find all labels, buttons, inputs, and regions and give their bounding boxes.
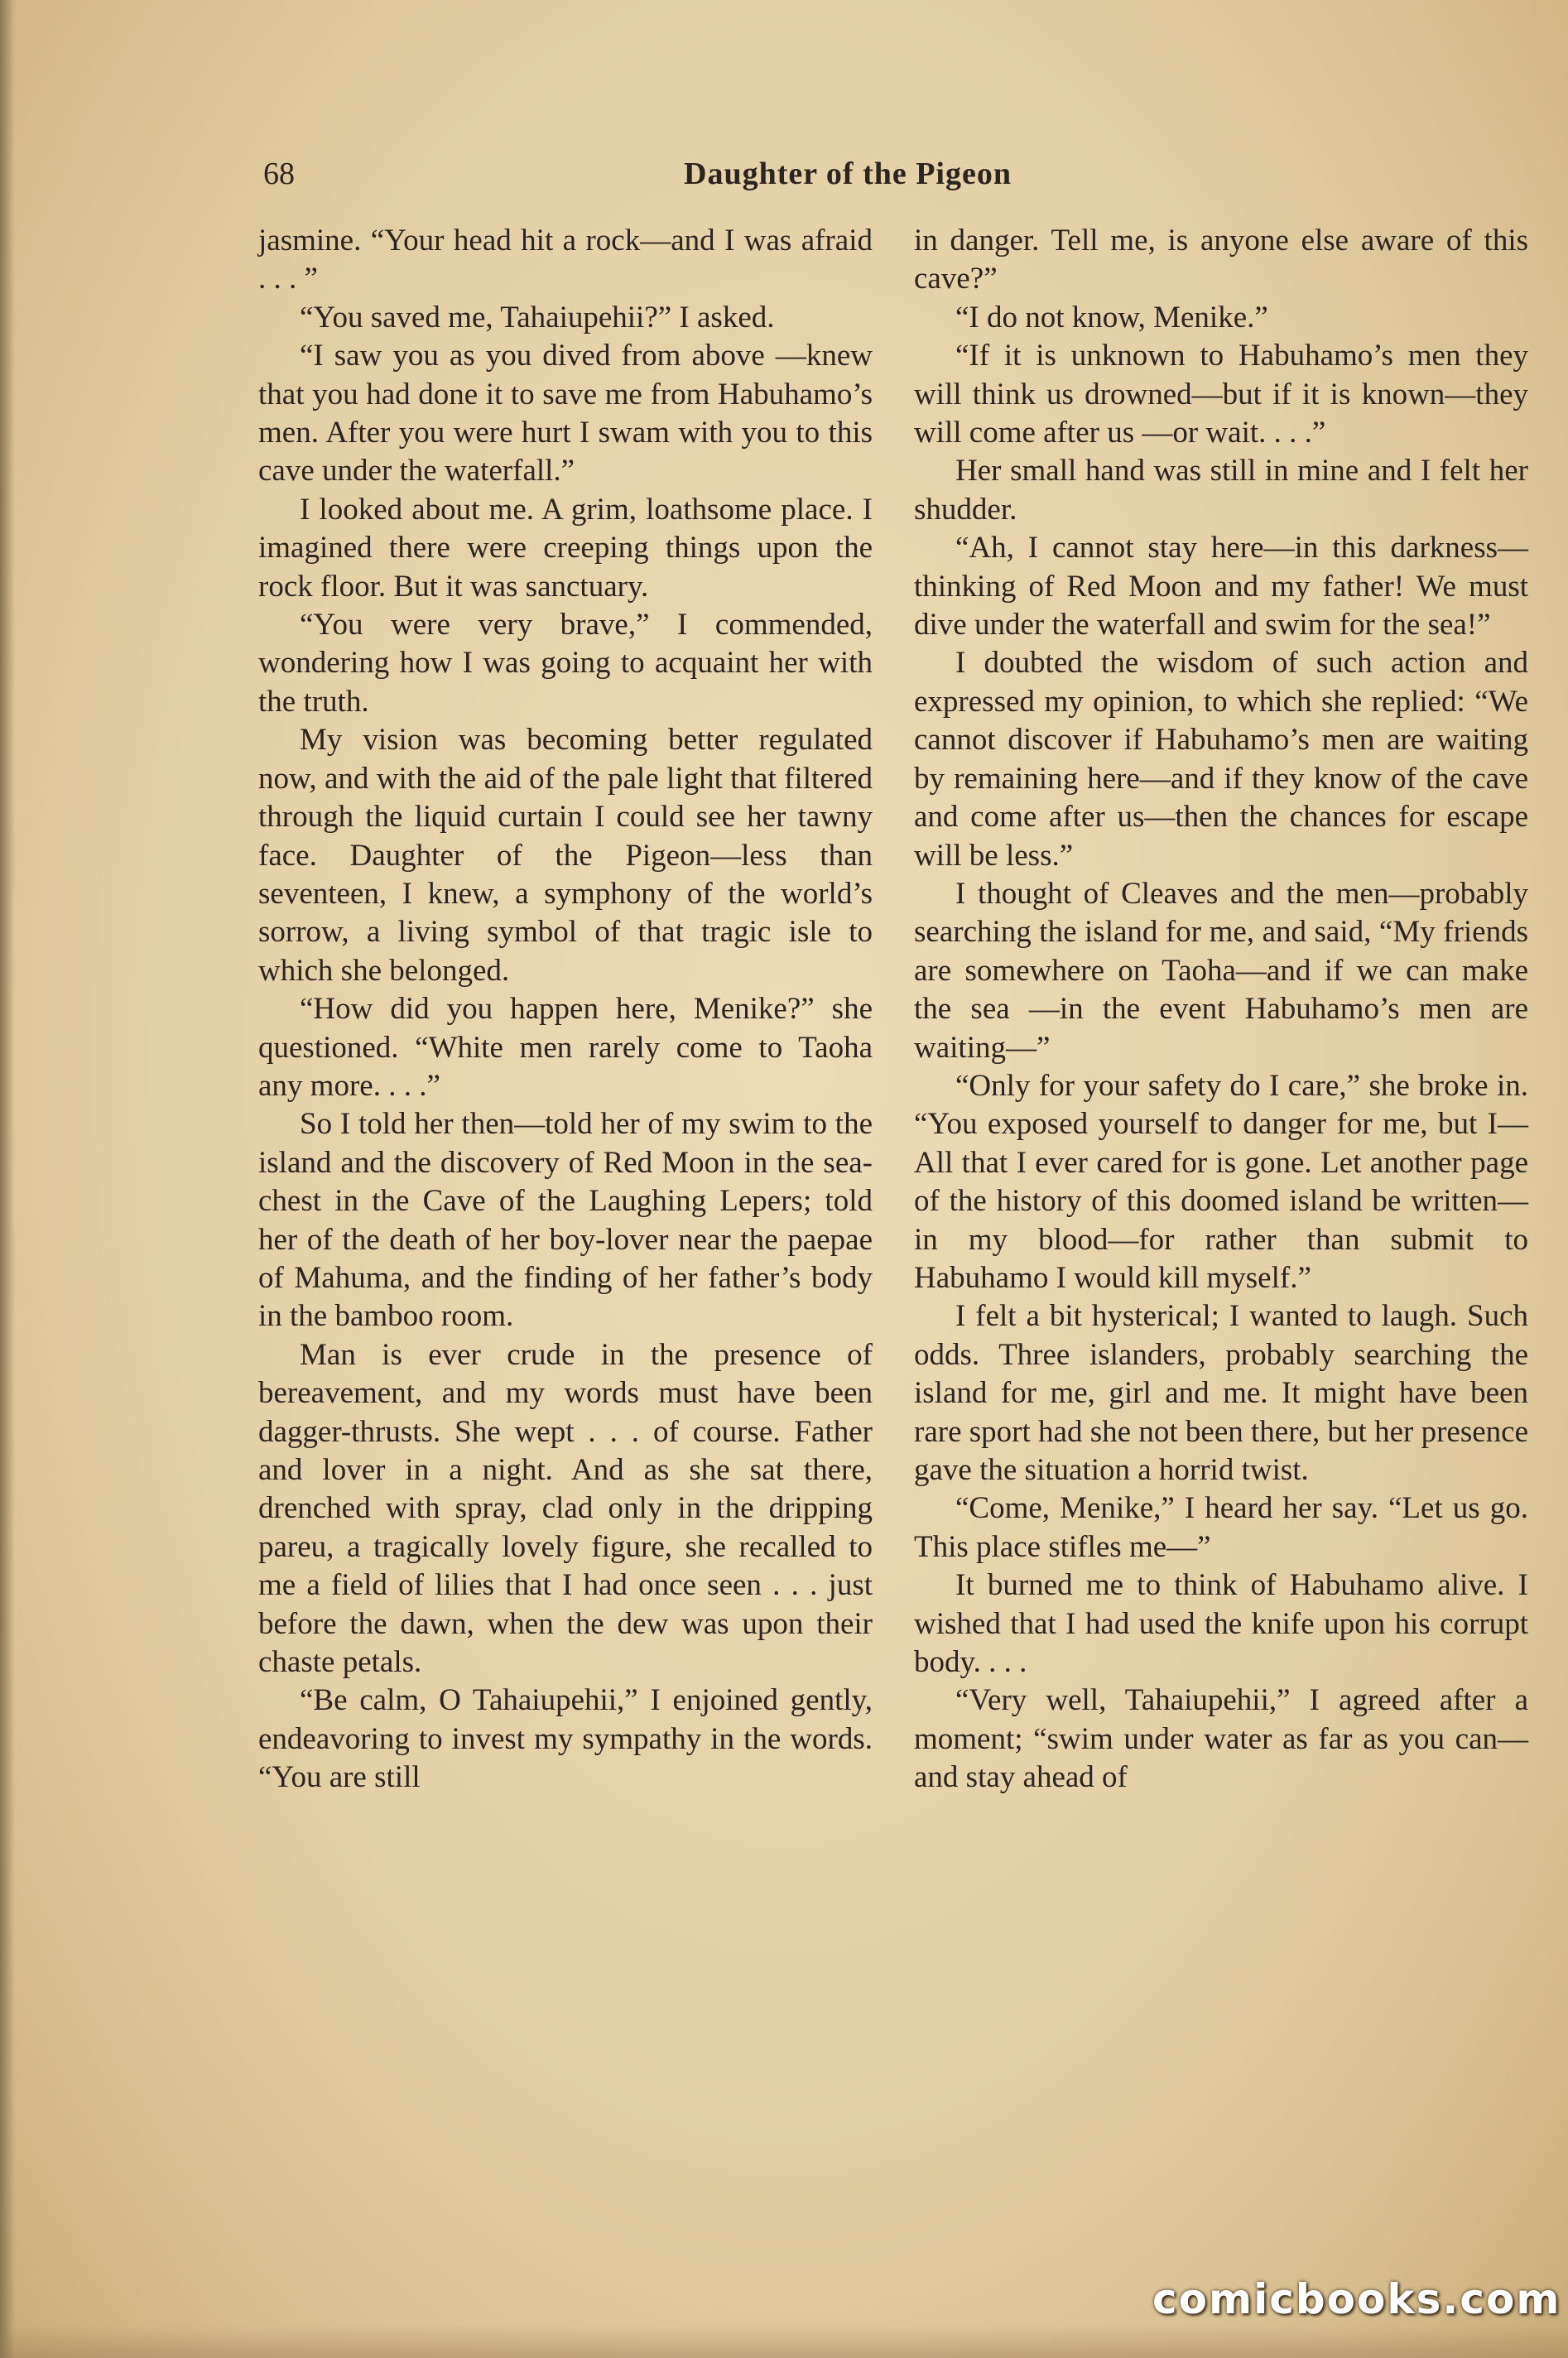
- left-column: [258, 222, 873, 1797]
- paragraph: “Be calm, O Tahaiupehii,” I enjoined gently, endeavoring to invest my sympathy in the words. “You are still: [258, 1683, 873, 1795]
- watermark: comicbooks.com: [1152, 2275, 1561, 2323]
- running-title: Daughter of the Pigeon: [684, 156, 1012, 191]
- paragraph: Man is ever crude in the presence of bereavement, and my words must have been dagger-thrusts. She wept . . . of course. Father and lover in a night. And as she sat there, drenched with spray, clad only in the dripping pareu, a tragically lovely figure, she recalled to me a field of lilies that I had once seen . . . just before the dawn, when the dew was upon their chaste petals.: [258, 1337, 873, 1680]
- paragraph: “Only for your safety do I care,” she broke in. “You exposed yourself to danger for me, but I— All that I ever cared for is gone. Let another page of the history of this doomed island be written—in my blood—for rather than submit to Habuhamo I would kill myself.”: [914, 1068, 1528, 1295]
- paragraph: Her small hand was still in mine and I felt her shudder.: [914, 454, 1528, 527]
- bottom-edge-shadow: [0, 2325, 1568, 2358]
- paragraph: I felt a bit hysterical; I wanted to laugh. Such odds. Three islanders, probably searching the island for me, girl and me. It might have been rare sport had she not been there, but her presence gave the situation a horrid twist.: [914, 1299, 1528, 1487]
- paragraph: jasmine. “Your head hit a rock—and I was afraid . . . ”: [258, 224, 873, 296]
- paragraph: My vision was becoming better regulated now, and with the aid of the pale light that filtered through the liquid curtain I could see her tawny face. Daughter of the Pigeon—less than seventeen, I knew, a symphony of the world’s sorrow, a living symbol of that tragic isle to which she belonged.: [258, 723, 873, 988]
- paragraph: in danger. Tell me, is anyone else aware of this cave?”: [914, 224, 1528, 296]
- paragraph: “You were very brave,” I commended, wondering how I was going to acquaint her with the truth.: [258, 608, 873, 719]
- paragraph: I looked about me. A grim, loathsome place. I imagined there were creeping things upon the rock floor. But it was sanctuary.: [258, 492, 873, 604]
- paragraph: “Ah, I cannot stay here—in this darkness—thinking of Red Moon and my father! We must dive under the waterfall and swim for the sea!”: [914, 531, 1528, 642]
- paragraph: I doubted the wisdom of such action and expressed my opinion, to which she replied: “We cannot discover if Habuhamo’s men are waiting by remaining here—and if they know of the cave and come after us—then the chances for escape will be less.”: [914, 646, 1528, 873]
- paragraph: It burned me to think of Habuhamo alive. I wished that I had used the knife upon his corrupt body. . . .: [914, 1568, 1528, 1680]
- page-header: [263, 156, 1530, 197]
- paragraph: “If it is unknown to Habuhamo’s men they will think us drowned—but if it is known—they will come after us —or wait. . . .”: [914, 339, 1528, 450]
- paragraph: “I saw you as you dived from above —knew that you had done it to save me from Habuhamo’s men. After you were hurt I swam with you to this cave under the waterfall.”: [258, 339, 873, 488]
- paragraph: So I told her then—told her of my swim to the island and the discovery of Red Moon in the sea-chest in the Cave of the Laughing Lepers; told her of the death of her boy-lover near the paepae of Mahuma, and the finding of her father’s body in the bamboo room.: [258, 1107, 873, 1334]
- paragraph: “How did you happen here, Menike?” she questioned. “White men rarely come to Taoha any more. . . .”: [258, 992, 873, 1103]
- paragraph: I thought of Cleaves and the men—probably searching the island for me, and said, “My friends are somewhere on Taoha—and if we can make the sea —in the event Habuhamo’s men are waiting—”: [914, 876, 1528, 1065]
- right-column: [914, 222, 1528, 1797]
- paragraph: “I do not know, Menike.”: [955, 300, 1268, 334]
- paragraph: “Come, Menike,” I heard her say. “Let us go. This place stifles me—”: [914, 1491, 1528, 1564]
- binding-shadow: [0, 0, 15, 2358]
- page-number: 68: [263, 156, 295, 191]
- paragraph: “You saved me, Tahaiupehii?” I asked.: [300, 300, 775, 334]
- paragraph: “Very well, Tahaiupehii,” I agreed after a moment; “swim under water as far as you can—and stay ahead of: [914, 1683, 1528, 1795]
